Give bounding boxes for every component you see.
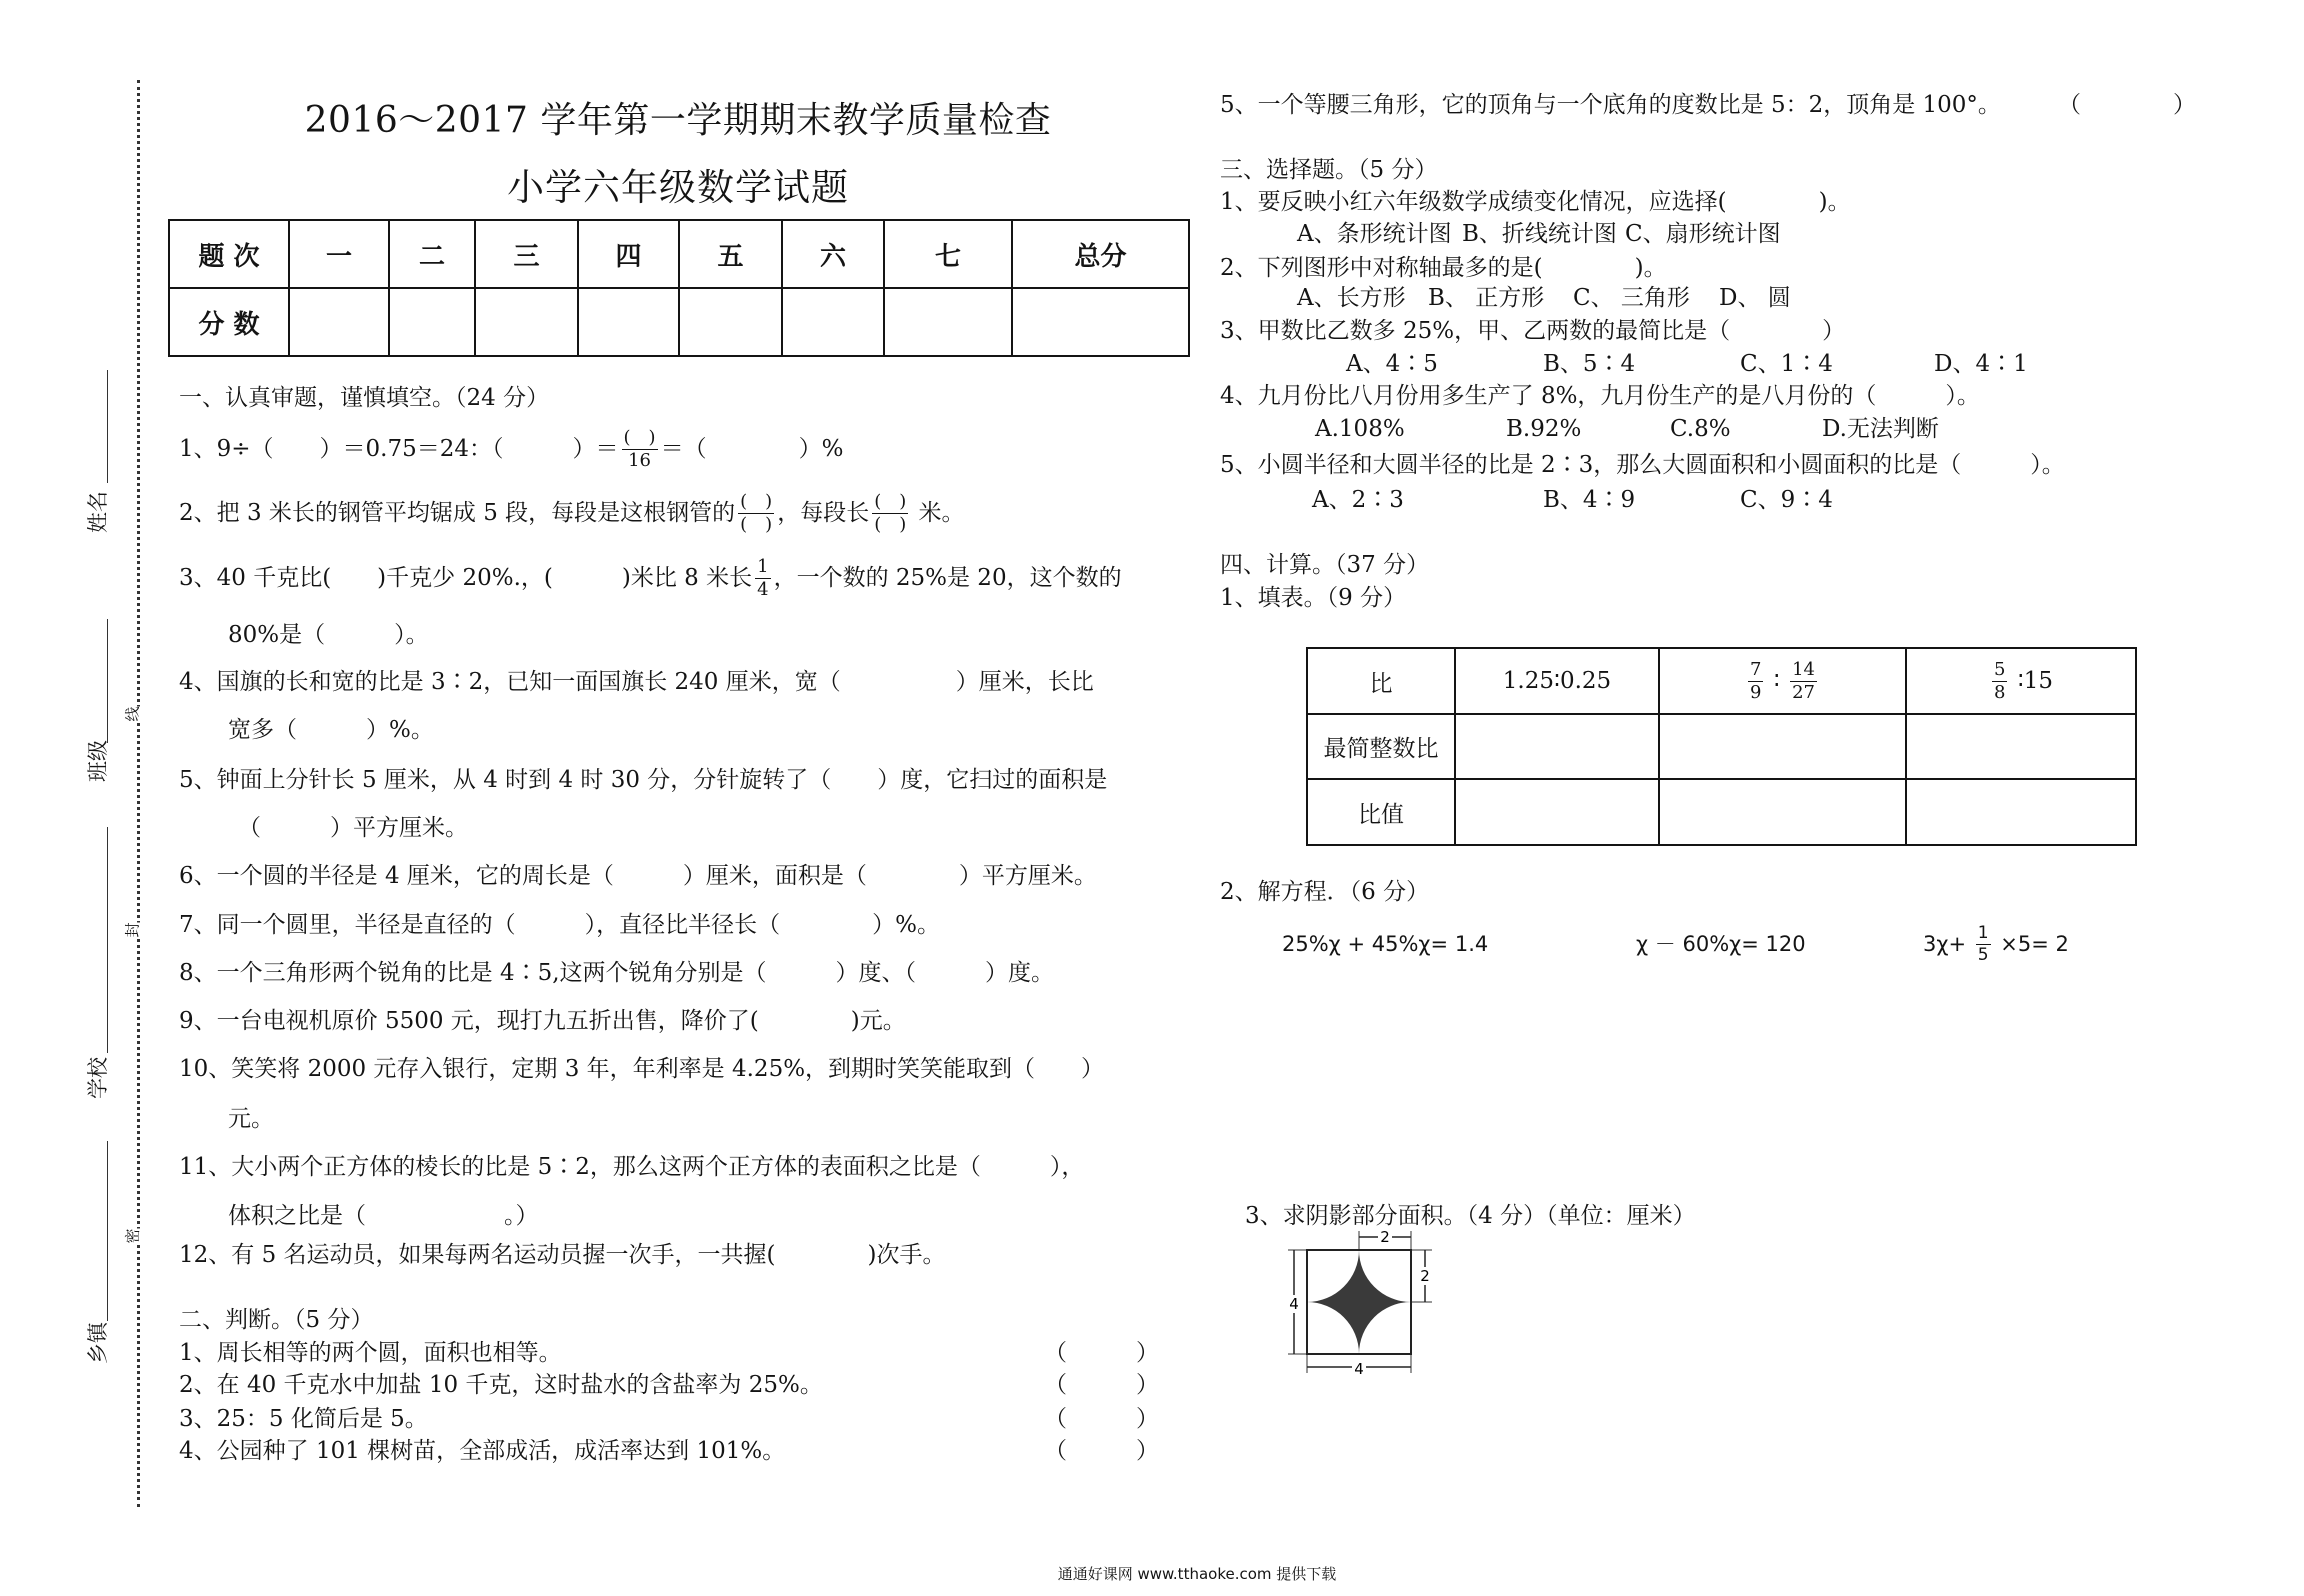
fraction-denominator: 8 (1993, 681, 2006, 703)
option-text: A.108% (1315, 415, 1405, 442)
option-text: B、5∶4 (1543, 350, 1636, 377)
score-cell-blank (289, 288, 389, 356)
equation-3 (1923, 922, 2069, 966)
option-text: B、4∶9 (1543, 486, 1636, 513)
shaded-star-figure (1282, 1226, 1452, 1381)
question-text: 5、小圆半径和大圆半径的比是 2∶3，那么大圆面积和小圆面积的比是（ ）。 (1220, 451, 2065, 478)
ratio-value-cell (1906, 648, 2136, 714)
question-text: ，每段长 (777, 499, 870, 526)
score-value-row (169, 288, 1189, 356)
question-text: 10、笑笑将 2000 元存入银行，定期 3 年，年利率是 4.25%，到期时笑笑能取到（ ） (179, 1055, 1105, 1082)
ratio-value-cell (1659, 648, 1906, 714)
ratio-tail: ∶15 (2010, 668, 2054, 694)
question-text: 7、同一个圆里，半径是直径的（ ），直径比半径长（ ）%。 (179, 911, 940, 938)
score-header-cell: 三 (475, 220, 578, 288)
option-text: C.8% (1670, 415, 1731, 442)
ratio-blank-cell (1455, 779, 1659, 845)
option-text: B.92% (1506, 415, 1582, 442)
class-label: 班级 (86, 740, 110, 782)
footer-text: 通通好课网 www.tthaoke.com 提供下载 (1057, 1564, 1337, 1583)
question-text: ，一个数的 25%是 20，这个数的 (773, 564, 1122, 591)
judge-item-5 (1220, 83, 2001, 127)
seal-mark-secret: 密 (121, 1228, 144, 1243)
question-text: ＝（ ）% (660, 435, 844, 462)
question-text: 3、40 千克比( )千克少 20%.，( )米比 8 米长 (179, 564, 753, 591)
exam-title-text: 2016～2017 学年第一学期期末教学质量检查 (304, 100, 1052, 141)
score-cell-blank (679, 288, 782, 356)
shaded-region (1307, 1250, 1411, 1354)
equation-2 (1636, 922, 1806, 966)
fraction-denominator: 16 (628, 449, 651, 471)
equation-text: ×5= 2 (1993, 931, 2069, 956)
fill-question-10 (179, 1047, 1104, 1091)
score-cell-blank (1012, 288, 1189, 356)
fill-question-4 (179, 660, 1094, 704)
score-header-cell: 六 (782, 220, 884, 288)
question-text: 8、一个三角形两个锐角的比是 4∶5,这两个锐角分别是（ ）度、（ ）度。 (179, 959, 1055, 986)
exam-subtitle (507, 165, 849, 209)
option-text: A、条形统计图 (1297, 220, 1452, 247)
fill-question-11-continued (228, 1194, 539, 1238)
score-header-cell: 题 次 (169, 220, 289, 288)
equation-1 (1282, 922, 1488, 966)
option-text: C、1∶4 (1740, 350, 1833, 377)
answer-blank: （ ） (1044, 1405, 1159, 1432)
fraction-denominator: 5 (1977, 944, 1989, 965)
fraction-numerator: 1 (1977, 922, 1989, 943)
option-text: D、4∶1 (1934, 350, 2028, 377)
option-text: C、 三角形 (1573, 284, 1690, 311)
fraction-numerator: 7 (1750, 658, 1762, 680)
fill-question-8 (179, 951, 1054, 995)
option-text: A、长方形 (1297, 284, 1406, 311)
option-text: A、4∶5 (1346, 350, 1438, 377)
score-header-cell: 一 (289, 220, 389, 288)
score-cell-blank (884, 288, 1012, 356)
fraction (1976, 922, 1991, 965)
ratio-table-row (1307, 779, 2136, 845)
score-cell-blank (389, 288, 475, 356)
option-text: D、 圆 (1719, 284, 1791, 311)
question-text: 5、一个等腰三角形，它的顶角与一个底角的度数比是 5：2，顶角是 100°。 (1220, 91, 2001, 118)
fraction-denominator: 4 (757, 578, 769, 600)
fraction (1790, 658, 1817, 703)
fraction-numerator: 1 (757, 555, 769, 577)
ratio-row-label: 最简整数比 (1307, 714, 1455, 779)
option-text: B、折线统计图 (1462, 220, 1617, 247)
ratio-fraction-pair (1660, 658, 1905, 703)
fraction-numerator: 14 (1792, 658, 1815, 680)
ratio-table-row (1307, 714, 2136, 779)
score-header-cell: 总分 (1012, 220, 1189, 288)
question-text: 1、9÷（ ）＝0.75＝24：（ ）＝ (179, 435, 619, 462)
fraction (622, 426, 658, 471)
dimension-label-left: 4 (1289, 1295, 1299, 1313)
fraction-numerator: ( ) (874, 490, 907, 512)
fill-question-3-continued (228, 613, 429, 657)
fraction (1748, 658, 1763, 703)
score-header-cell: 五 (679, 220, 782, 288)
ratio-table-header-row (1307, 648, 2136, 714)
binding-dotted-line (137, 80, 140, 1507)
ratio-blank-cell (1659, 714, 1906, 779)
score-cell-blank (475, 288, 578, 356)
option-text: B、 正方形 (1428, 284, 1545, 311)
fill-question-2 (179, 491, 965, 535)
answer-blank: （ ） (1044, 1437, 1159, 1464)
ratio-blank-cell (1659, 779, 1906, 845)
question-text: （ ）平方厘米。 (238, 814, 468, 841)
fill-question-11 (179, 1145, 1084, 1189)
answer-blank: （ ） (1044, 1339, 1159, 1366)
fill-question-5 (179, 758, 1107, 802)
section-title-text: 二、判断。（5 分） (179, 1306, 374, 1333)
name-label: 姓名 (86, 491, 110, 533)
fraction-denominator: 9 (1750, 681, 1762, 703)
dimension-label-top: 2 (1380, 1228, 1390, 1246)
fill-question-10-continued (228, 1097, 274, 1141)
fill-question-3 (179, 556, 1122, 600)
choice-option (1740, 478, 1833, 522)
page-footer (1058, 1552, 1337, 1596)
school-label: 学校 (86, 1057, 110, 1099)
equation-text: 25%χ + 45%χ= 1.4 (1282, 931, 1489, 956)
equation-text: 3χ+ (1923, 931, 1973, 956)
school-write-line (107, 827, 108, 1053)
ratio-blank-cell (1906, 714, 2136, 779)
fraction (738, 490, 774, 535)
ratio-blank-cell (1906, 779, 2136, 845)
name-write-line (107, 370, 108, 483)
score-header-cell: 七 (884, 220, 1012, 288)
fraction (755, 555, 770, 600)
score-label-cell: 分 数 (169, 288, 289, 356)
question-text: 11、大小两个正方体的棱长的比是 5∶2，那么这两个正方体的表面积之比是（ ）， (179, 1153, 1085, 1180)
judge-answer-paren (2058, 83, 2196, 127)
seal-mark-line: 线 (121, 706, 144, 721)
option-text: C、9∶4 (1740, 486, 1833, 513)
fill-table-title (1220, 576, 1406, 620)
town-write-line (107, 1141, 108, 1321)
town-label: 乡镇 (86, 1322, 110, 1364)
equation-text: χ － 60%χ= 120 (1636, 931, 1806, 956)
question-text: 米。 (911, 499, 965, 526)
seal-mark-seal: 封 (121, 922, 144, 937)
question-text: 80%是（ ）。 (228, 621, 429, 648)
question-text: 4、公园种了 101 棵树苗，全部成活，成活率达到 101%。 (179, 1437, 786, 1464)
option-text: A、2∶3 (1312, 486, 1404, 513)
question-text: 元。 (228, 1105, 274, 1132)
option-text: C、扇形统计图 (1625, 220, 1781, 247)
fraction-denominator: ( ) (740, 513, 773, 535)
answer-blank: （ ） (1044, 1371, 1159, 1398)
section-title-text: 四、计算。（37 分） (1220, 551, 1430, 578)
subsection-title-text: 1、填表。（9 分） (1220, 584, 1407, 611)
fraction-numerator: ( ) (740, 490, 773, 512)
section-fill-title (179, 376, 549, 420)
question-text: 2、在 40 千克水中加盐 10 千克，这时盐水的含盐率为 25%。 (179, 1371, 823, 1398)
equation-title (1220, 870, 1429, 914)
ratio-separator: ∶ (1766, 668, 1788, 694)
fill-question-12 (179, 1233, 945, 1277)
question-text: 3、25：5 化简后是 5。 (179, 1405, 428, 1432)
subsection-title-text: 2、解方程．（6 分） (1220, 878, 1430, 905)
fill-question-1 (179, 427, 843, 471)
score-cell-blank (782, 288, 884, 356)
exam-subtitle-text: 小学六年级数学试题 (507, 165, 849, 209)
ratio-row-label: 比值 (1307, 779, 1455, 845)
question-text: 1、要反映小红六年级数学成绩变化情况，应选择( )。 (1220, 188, 1851, 215)
question-text: 5、钟面上分针长 5 厘米，从 4 时到 4 时 30 分，分针旋转了（ ）度，它扫过的面积是 (179, 766, 1108, 793)
ratio-blank-cell (1455, 714, 1659, 779)
ratio-table (1306, 647, 2137, 846)
question-text: 3、甲数比乙数多 25%，甲、乙两数的最简比是（ ） (1220, 317, 1846, 344)
question-text: 4、国旗的长和宽的比是 3∶2，已知一面国旗长 240 厘米，宽（ ）厘米，长比 (179, 668, 1094, 695)
fraction (1992, 658, 2007, 703)
subsection-title-text: 3、求阴影部分面积。（4 分）（单位：厘米） (1245, 1202, 1696, 1229)
fill-question-4-continued (228, 708, 434, 752)
fraction (872, 490, 908, 535)
question-text: 宽多（ ）%。 (228, 716, 434, 743)
dimension-label-bottom: 4 (1354, 1360, 1364, 1378)
choice-option (1312, 478, 1404, 522)
section-title-text: 一、认真审题，谨慎填空。（24 分） (179, 384, 550, 411)
question-text: 9、一台电视机原价 5500 元，现打九五折出售，降价了( )元。 (179, 1007, 906, 1034)
class-write-line (107, 619, 108, 743)
score-table (168, 219, 1190, 357)
question-text: 12、有 5 名运动员，如果每两名运动员握一次手，一共握( )次手。 (179, 1241, 946, 1268)
fill-question-5-continued (238, 806, 468, 850)
ratio-fraction-pair (1907, 658, 2135, 703)
score-header-cell: 四 (578, 220, 679, 288)
fill-question-6 (179, 854, 1097, 898)
question-text: 4、九月份比八月份用多生产了 8%，九月份生产的是八月份的（ ）。 (1220, 382, 1980, 409)
question-text: 体积之比是（ 。） (228, 1202, 539, 1229)
exam-title (305, 99, 1052, 143)
fraction-numerator: ( ) (623, 426, 656, 448)
fraction-numerator: 5 (1993, 658, 2006, 680)
score-header-row (169, 220, 1189, 288)
question-text: 2、下列图形中对称轴最多的是( )。 (1220, 254, 1667, 281)
question-text: 6、一个圆的半径是 4 厘米，它的周长是（ ）厘米，面积是（ ）平方厘米。 (179, 862, 1097, 889)
fill-question-9 (179, 999, 906, 1043)
fraction-denominator: 27 (1792, 681, 1815, 703)
question-text: 2、把 3 米长的钢管平均锯成 5 段，每段是这根钢管的 (179, 499, 736, 526)
fraction-denominator: ( ) (874, 513, 907, 535)
section-title-text: 三、选择题。（5 分） (1220, 156, 1438, 183)
ratio-value-cell: 1.25∶0.25 (1455, 648, 1659, 714)
judge-answer-paren (1044, 1429, 1159, 1473)
score-cell-blank (578, 288, 679, 356)
fill-question-7 (179, 903, 940, 947)
choice-option (1543, 478, 1635, 522)
ratio-header-label: 比 (1307, 648, 1455, 714)
question-text: 1、周长相等的两个圆，面积也相等。 (179, 1339, 562, 1366)
option-text: D.无法判断 (1822, 415, 1939, 442)
judge-item-4 (179, 1429, 785, 1473)
dimension-label-right: 2 (1420, 1267, 1430, 1285)
answer-blank: （ ） (2058, 91, 2196, 118)
score-header-cell: 二 (389, 220, 475, 288)
